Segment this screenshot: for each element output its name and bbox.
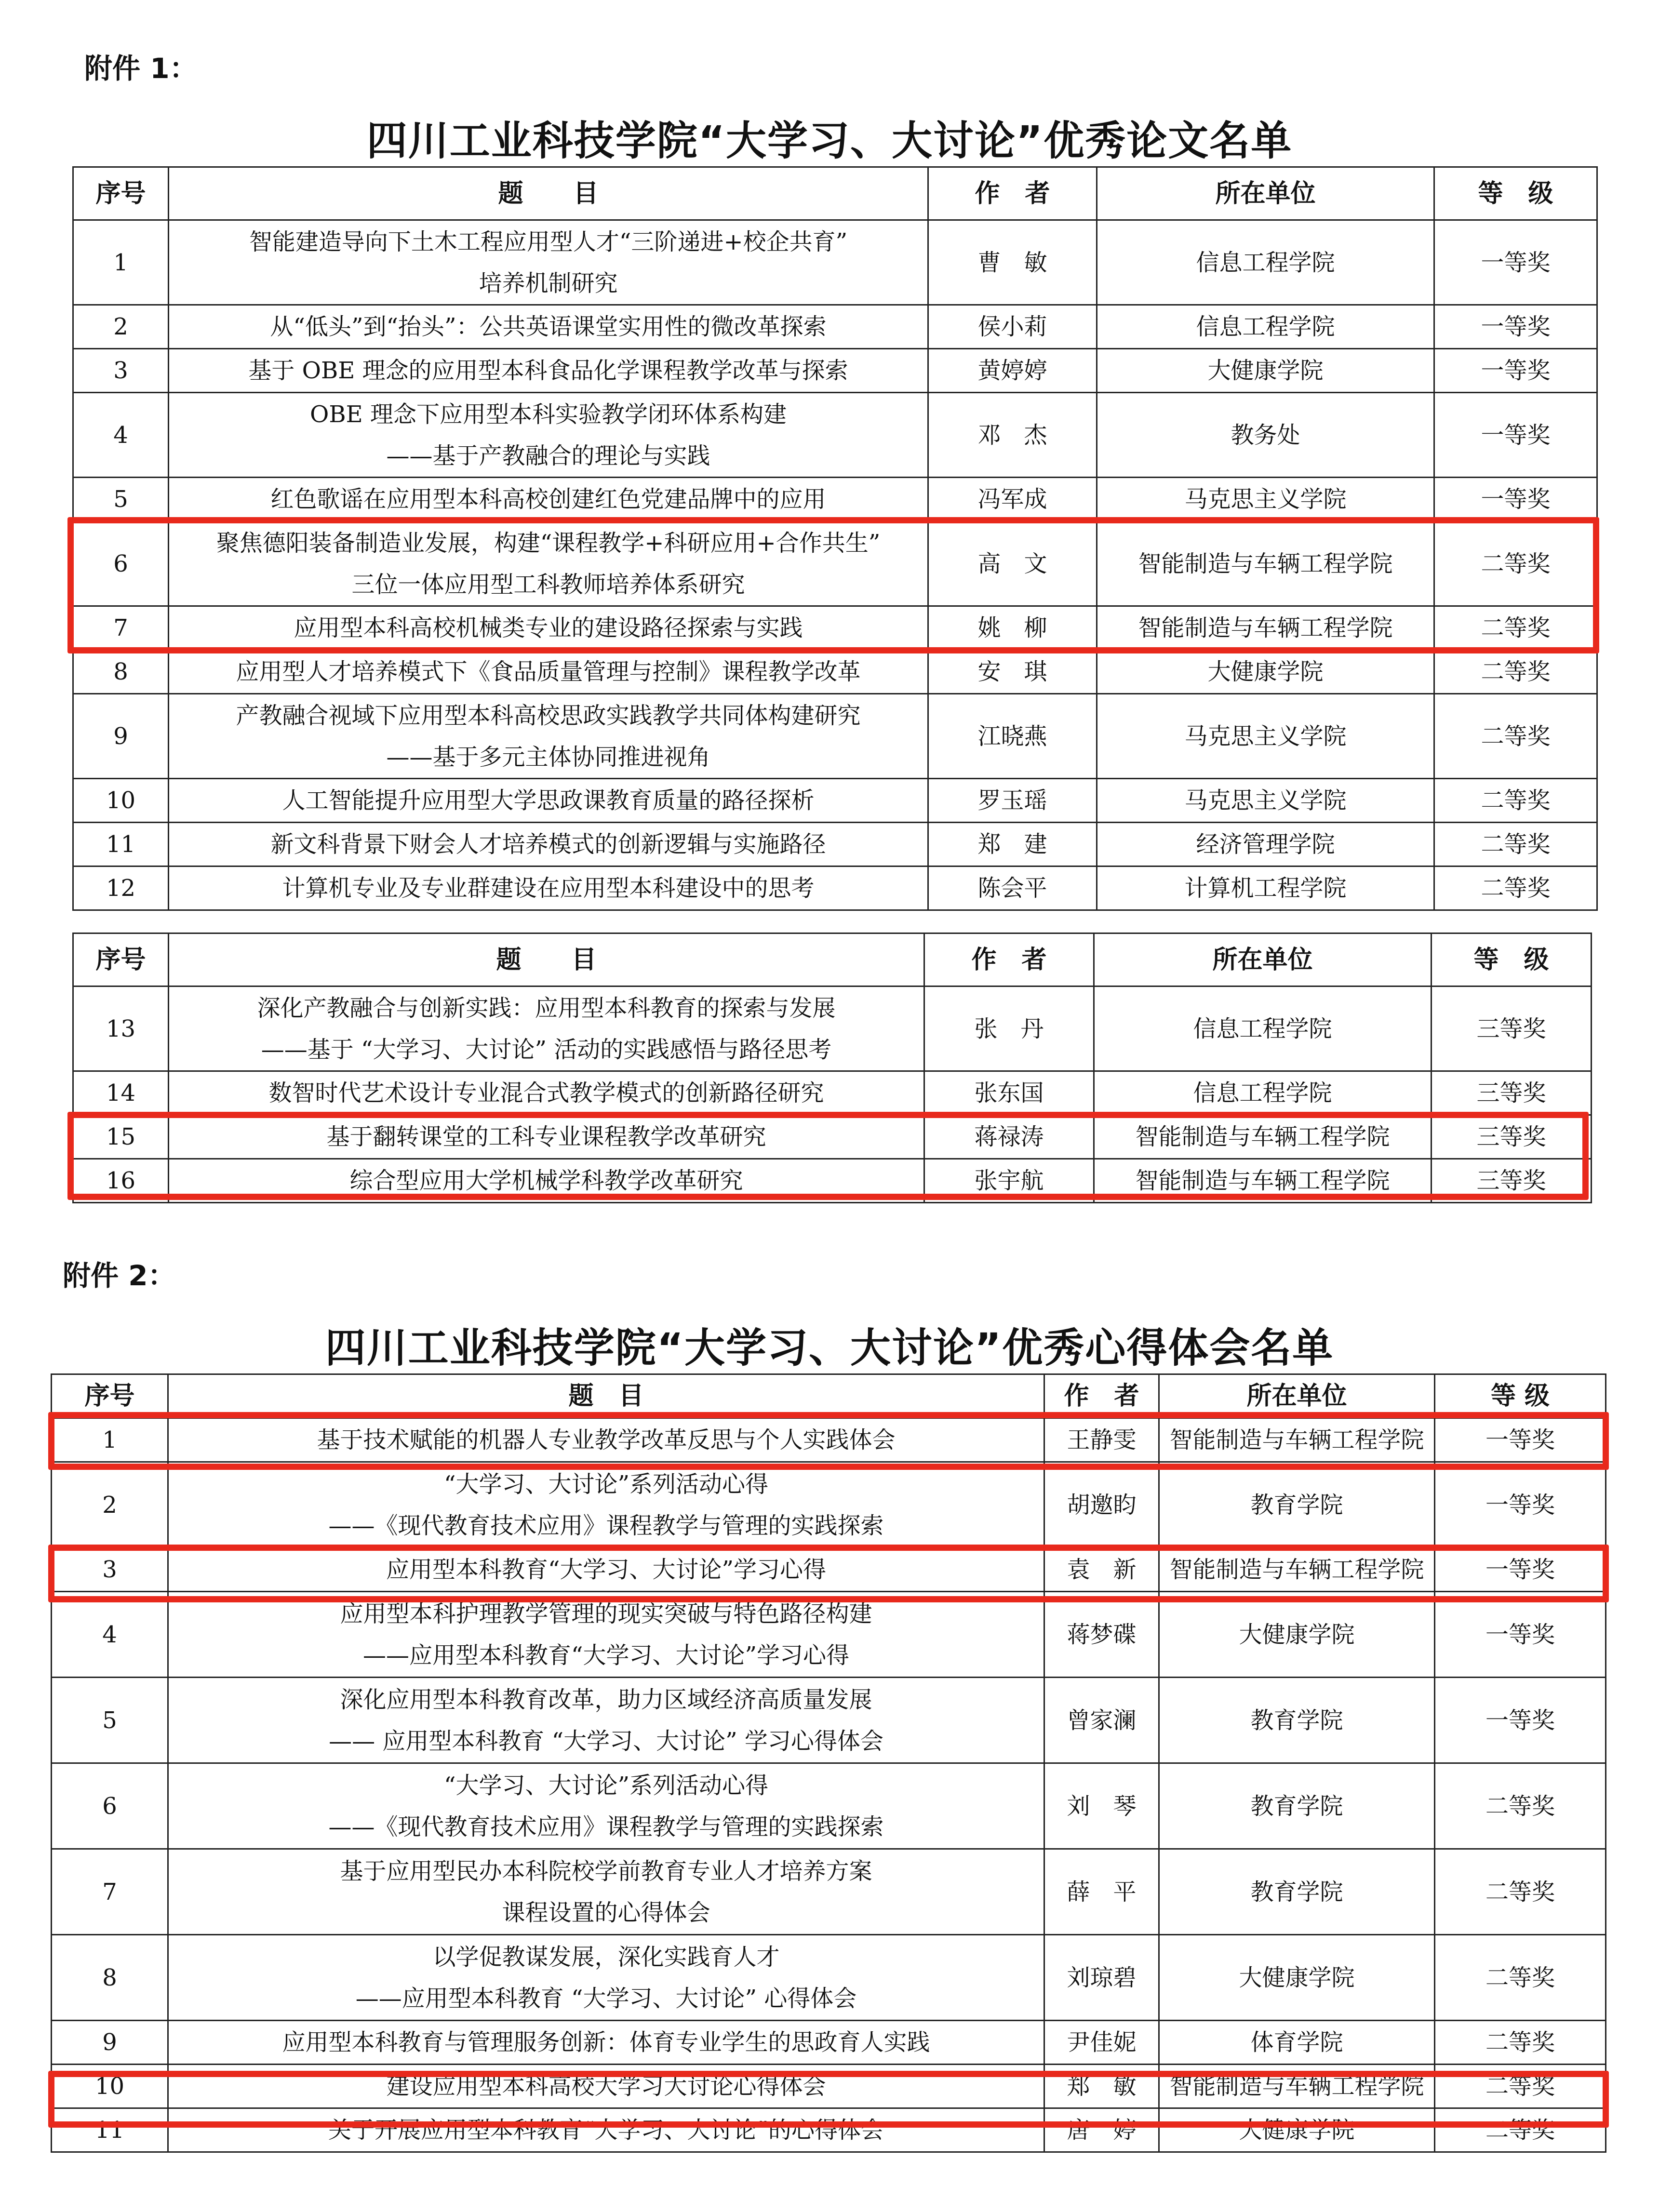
table-row: [73, 521, 1597, 606]
row-title-line: 产教融合视域下应用型本科高校思政实践教学共同体构建研究: [236, 702, 861, 729]
row-title-line: 基于翻转课堂的工科专业课程教学改革研究: [326, 1123, 766, 1150]
row-grade: 三等奖: [1432, 1159, 1592, 1203]
row-unit: 信息工程学院: [1097, 220, 1434, 305]
header-author: 作 者: [1044, 1374, 1159, 1418]
row-grade: 二等奖: [1435, 2021, 1606, 2065]
row-grade: 一等奖: [1434, 349, 1597, 393]
row-number: 7: [73, 606, 169, 650]
row-title-line: 综合型应用大学机械学科教学改革研究: [349, 1167, 743, 1194]
table-row: [52, 1462, 1606, 1548]
row-grade: 一等奖: [1434, 393, 1597, 478]
attachment1-label: 附件 1：: [84, 52, 198, 85]
row-author: 邓 杰: [928, 393, 1097, 478]
row-number: 10: [73, 779, 169, 823]
row-grade: 二等奖: [1434, 866, 1597, 910]
table-row: [73, 1115, 1592, 1159]
table-row: [52, 2065, 1606, 2108]
row-title: [168, 2065, 1044, 2108]
row-title-line: 深化应用型本科教育改革，助力区域经济高质量发展: [340, 1686, 872, 1713]
row-number: 5: [73, 478, 169, 521]
header-author: 作 者: [924, 933, 1094, 986]
row-author: 郑 建: [928, 823, 1097, 866]
table-row: [52, 2021, 1606, 2065]
row-number: 3: [73, 349, 169, 393]
table-row: [52, 1592, 1606, 1678]
row-title-line: 培养机制研究: [479, 269, 618, 297]
row-title: [169, 650, 928, 694]
row-title-line: 基于应用型民办本科院校学前教育专业人才培养方案: [340, 1857, 872, 1885]
row-author: 尹佳妮: [1044, 2021, 1159, 2065]
row-number: 5: [52, 1678, 168, 1763]
row-author: 蒋禄涛: [924, 1115, 1094, 1159]
row-title-line: 建设应用型本科高校大学习大讨论心得体会: [386, 2073, 826, 2100]
row-author: 郑 敏: [1044, 2065, 1159, 2108]
table-row: [52, 1418, 1606, 1462]
row-title-line: 应用型本科高校机械类专业的建设路径探索与实践: [294, 614, 803, 641]
row-title-line: “大学习、大讨论”系列活动心得: [443, 1470, 769, 1498]
row-grade: 一等奖: [1435, 1678, 1606, 1763]
row-number: 4: [73, 393, 169, 478]
table-row: [73, 478, 1597, 521]
table-row: [52, 1935, 1606, 2021]
header-grade: 等 级: [1432, 933, 1592, 986]
row-title-line: 课程设置的心得体会: [502, 1899, 710, 1926]
row-title-line: 关于开展应用型本科教育“大学习、大讨论”的心得体会: [328, 2117, 884, 2144]
row-unit: 教育学院: [1159, 1763, 1435, 1849]
row-title: [168, 1462, 1044, 1548]
row-unit: 大健康学院: [1159, 2108, 1435, 2152]
row-author: 曹 敏: [928, 220, 1097, 305]
row-title: [169, 866, 928, 910]
row-author: 胡邀盷: [1044, 1462, 1159, 1548]
row-number: 4: [52, 1592, 168, 1678]
experience-table-header: [52, 1374, 1606, 1418]
row-grade: 二等奖: [1434, 694, 1597, 779]
row-title: [168, 1548, 1044, 1592]
row-unit: 信息工程学院: [1094, 1071, 1432, 1115]
row-title-line: ——基于产教融合的理论与实践: [386, 442, 710, 469]
row-title-line: 应用型本科护理教学管理的现实突破与特色路径构建: [340, 1600, 872, 1627]
table-row: [73, 220, 1597, 305]
row-title-line: 智能建造导向下土木工程应用型人才“三阶递进+校企共育”: [249, 228, 848, 255]
row-unit: 信息工程学院: [1097, 305, 1434, 349]
row-unit: 智能制造与车辆工程学院: [1097, 521, 1434, 606]
header-title: 题 目: [169, 167, 928, 220]
row-author: 罗玉瑶: [928, 779, 1097, 823]
row-title: [169, 521, 928, 606]
row-unit: 教育学院: [1159, 1462, 1435, 1548]
header-unit: 所在单位: [1097, 167, 1434, 220]
row-title: [168, 1849, 1044, 1935]
table-row: [52, 1849, 1606, 1935]
row-unit: 体育学院: [1159, 2021, 1435, 2065]
row-number: 16: [73, 1159, 169, 1203]
row-number: 7: [52, 1849, 168, 1935]
row-number: 9: [73, 694, 169, 779]
row-title: [169, 349, 928, 393]
row-number: 10: [52, 2065, 168, 2108]
header-title: 题 目: [169, 933, 924, 986]
paper-table-2: [72, 933, 1592, 1203]
row-unit: 智能制造与车辆工程学院: [1097, 606, 1434, 650]
row-title-line: ——《现代教育技术应用》课程教学与管理的实践探索: [328, 1512, 884, 1539]
header-no: 序号: [73, 933, 169, 986]
row-title: [169, 1159, 924, 1203]
table-row: [73, 866, 1597, 910]
row-grade: 一等奖: [1435, 1462, 1606, 1548]
row-title-line: 数智时代艺术设计专业混合式教学模式的创新路径研究: [268, 1079, 824, 1106]
row-title: [169, 694, 928, 779]
row-grade: 二等奖: [1435, 2108, 1606, 2152]
row-title: [168, 1763, 1044, 1849]
row-number: 12: [73, 866, 169, 910]
table-row: [52, 2108, 1606, 2152]
row-author: 冯军成: [928, 478, 1097, 521]
attachment2-label: 附件 2：: [63, 1259, 176, 1292]
row-title-line: ——应用型本科教育“大学习、大讨论”学习心得: [362, 1641, 850, 1669]
row-title: [169, 986, 924, 1071]
row-title-line: 红色歌谣在应用型本科高校创建红色党建品牌中的应用: [270, 486, 826, 513]
row-unit: 教育学院: [1159, 1678, 1435, 1763]
row-title-line: ——基于多元主体协同推进视角: [386, 743, 710, 771]
header-title: 题 目: [168, 1374, 1044, 1418]
row-author: 蒋梦碟: [1044, 1592, 1159, 1678]
row-author: 高 文: [928, 521, 1097, 606]
row-grade: 二等奖: [1434, 650, 1597, 694]
table-row: [73, 1159, 1592, 1203]
row-grade: 二等奖: [1435, 1763, 1606, 1849]
row-number: 8: [73, 650, 169, 694]
row-author: 张 丹: [924, 986, 1094, 1071]
row-unit: 智能制造与车辆工程学院: [1159, 1548, 1435, 1592]
row-title-line: 深化产教融合与创新实践：应用型本科教育的探索与发展: [257, 994, 836, 1022]
row-unit: 马克思主义学院: [1097, 478, 1434, 521]
row-number: 11: [52, 2108, 168, 2152]
row-grade: 一等奖: [1434, 220, 1597, 305]
row-author: 袁 新: [1044, 1548, 1159, 1592]
table-row: [73, 650, 1597, 694]
row-title-line: 人工智能提升应用型大学思政课教育质量的路径探析: [282, 787, 815, 814]
attachment1-title: 四川工业科技学院“大学习、大讨论”优秀论文名单: [366, 117, 1293, 164]
row-author: 薛 平: [1044, 1849, 1159, 1935]
table-row: [73, 1071, 1592, 1115]
header-grade: 等 级: [1434, 167, 1597, 220]
row-author: 唐 婷: [1044, 2108, 1159, 2152]
row-grade: 二等奖: [1435, 2065, 1606, 2108]
row-title-line: 计算机专业及专业群建设在应用型本科建设中的思考: [282, 875, 815, 902]
row-unit: 马克思主义学院: [1097, 779, 1434, 823]
row-unit: 马克思主义学院: [1097, 694, 1434, 779]
row-title: [168, 2108, 1044, 2152]
row-number: 9: [52, 2021, 168, 2065]
header-no: 序号: [52, 1374, 168, 1418]
row-grade: 三等奖: [1432, 1115, 1592, 1159]
row-title-line: 新文科背景下财会人才培养模式的创新逻辑与实施路径: [270, 831, 826, 858]
table-row: [73, 606, 1597, 650]
row-title: [169, 478, 928, 521]
row-grade: 一等奖: [1435, 1592, 1606, 1678]
attachment2-title: 四川工业科技学院“大学习、大讨论”优秀心得体会名单: [325, 1324, 1334, 1372]
row-author: 姚 柳: [928, 606, 1097, 650]
row-unit: 大健康学院: [1097, 349, 1434, 393]
header-author: 作 者: [928, 167, 1097, 220]
row-number: 1: [73, 220, 169, 305]
row-number: 8: [52, 1935, 168, 2021]
row-unit: 智能制造与车辆工程学院: [1159, 2065, 1435, 2108]
row-grade: 一等奖: [1434, 305, 1597, 349]
row-number: 14: [73, 1071, 169, 1115]
row-title-line: “大学习、大讨论”系列活动心得: [443, 1772, 769, 1799]
table-row: [73, 305, 1597, 349]
row-title-line: 基于 OBE 理念的应用型本科食品化学课程教学改革与探索: [248, 357, 848, 384]
row-author: 安 琪: [928, 650, 1097, 694]
row-unit: 教育学院: [1159, 1849, 1435, 1935]
row-unit: 智能制造与车辆工程学院: [1094, 1115, 1432, 1159]
table-row: [73, 694, 1597, 779]
experience-table: [51, 1373, 1606, 2153]
row-number: 1: [52, 1418, 168, 1462]
table-row: [52, 1678, 1606, 1763]
row-number: 2: [73, 305, 169, 349]
table-row: [52, 1763, 1606, 1849]
row-author: 刘 琴: [1044, 1763, 1159, 1849]
row-title-line: 从“低头”到“抬头”：公共英语课堂实用性的微改革探索: [270, 313, 827, 340]
row-unit: 智能制造与车辆工程学院: [1094, 1159, 1432, 1203]
row-title: [169, 823, 928, 866]
row-title: [168, 1592, 1044, 1678]
row-title: [169, 606, 928, 650]
row-title: [168, 1935, 1044, 2021]
table-row: [73, 779, 1597, 823]
row-title: [169, 305, 928, 349]
row-author: 陈会平: [928, 866, 1097, 910]
row-unit: 大健康学院: [1159, 1935, 1435, 2021]
row-title-line: 应用型本科教育与管理服务创新：体育专业学生的思政育人实践: [282, 2029, 930, 2056]
paper-table-header: [73, 167, 1597, 220]
row-number: 6: [73, 521, 169, 606]
row-title: [168, 1418, 1044, 1462]
table-row: [73, 393, 1597, 478]
row-title-line: 应用型人才培养模式下《食品质量管理与控制》课程教学改革: [236, 658, 861, 685]
row-title-line: —— 应用型本科教育 “大学习、大讨论” 学习心得体会: [329, 1727, 883, 1755]
row-unit: 教务处: [1097, 393, 1434, 478]
header-unit: 所在单位: [1094, 933, 1432, 986]
row-author: 侯小莉: [928, 305, 1097, 349]
row-grade: 二等奖: [1434, 606, 1597, 650]
row-author: 王静雯: [1044, 1418, 1159, 1462]
row-author: 江晓燕: [928, 694, 1097, 779]
header-unit: 所在单位: [1159, 1374, 1435, 1418]
row-title-line: OBE 理念下应用型本科实验教学闭环体系构建: [310, 400, 787, 428]
row-number: 11: [73, 823, 169, 866]
row-title: [168, 1678, 1044, 1763]
row-title-line: 应用型本科教育“大学习、大讨论”学习心得: [386, 1556, 827, 1583]
paper-table-2-header: [73, 933, 1592, 986]
header-grade: 等 级: [1435, 1374, 1606, 1418]
row-title-line: 三位一体应用型工科教师培养体系研究: [351, 571, 745, 598]
row-grade: 二等奖: [1434, 823, 1597, 866]
row-title-line: ——基于 “大学习、大讨论” 活动的实践感悟与路径思考: [261, 1036, 832, 1063]
row-unit: 大健康学院: [1097, 650, 1434, 694]
row-unit: 经济管理学院: [1097, 823, 1434, 866]
row-title-line: 基于技术赋能的机器人专业教学改革反思与个人实践体会: [317, 1426, 896, 1453]
row-grade: 二等奖: [1434, 779, 1597, 823]
row-title-line: 聚焦德阳装备制造业发展，构建“课程教学+科研应用+合作共生”: [216, 529, 881, 557]
row-author: 刘琼碧: [1044, 1935, 1159, 2021]
table-row: [73, 349, 1597, 393]
row-grade: 三等奖: [1432, 986, 1592, 1071]
row-unit: 智能制造与车辆工程学院: [1159, 1418, 1435, 1462]
row-title: [168, 2021, 1044, 2065]
row-title: [169, 1071, 924, 1115]
row-author: 黄婷婷: [928, 349, 1097, 393]
row-grade: 三等奖: [1432, 1071, 1592, 1115]
row-title: [169, 779, 928, 823]
row-grade: 二等奖: [1434, 521, 1597, 606]
row-unit: 计算机工程学院: [1097, 866, 1434, 910]
header-no: 序号: [73, 167, 169, 220]
row-number: 3: [52, 1548, 168, 1592]
row-number: 15: [73, 1115, 169, 1159]
row-number: 13: [73, 986, 169, 1071]
row-title: [169, 393, 928, 478]
paper-table: [72, 166, 1598, 911]
row-unit: 信息工程学院: [1094, 986, 1432, 1071]
row-number: 2: [52, 1462, 168, 1548]
row-author: 张宇航: [924, 1159, 1094, 1203]
row-grade: 一等奖: [1435, 1418, 1606, 1462]
row-grade: 一等奖: [1435, 1548, 1606, 1592]
table-row: [73, 823, 1597, 866]
row-title-line: 以学促教谋发展，深化实践育人才: [432, 1943, 780, 1971]
row-title-line: ——应用型本科教育 “大学习、大讨论” 心得体会: [355, 1985, 857, 2012]
row-number: 6: [52, 1763, 168, 1849]
table-row: [52, 1548, 1606, 1592]
row-grade: 二等奖: [1435, 1849, 1606, 1935]
row-grade: 二等奖: [1435, 1935, 1606, 2021]
row-grade: 一等奖: [1434, 478, 1597, 521]
table-row: [73, 986, 1592, 1071]
row-title-line: ——《现代教育技术应用》课程教学与管理的实践探索: [328, 1813, 884, 1840]
row-author: 曾家澜: [1044, 1678, 1159, 1763]
row-unit: 大健康学院: [1159, 1592, 1435, 1678]
row-title: [169, 220, 928, 305]
row-author: 张东国: [924, 1071, 1094, 1115]
row-title: [169, 1115, 924, 1159]
